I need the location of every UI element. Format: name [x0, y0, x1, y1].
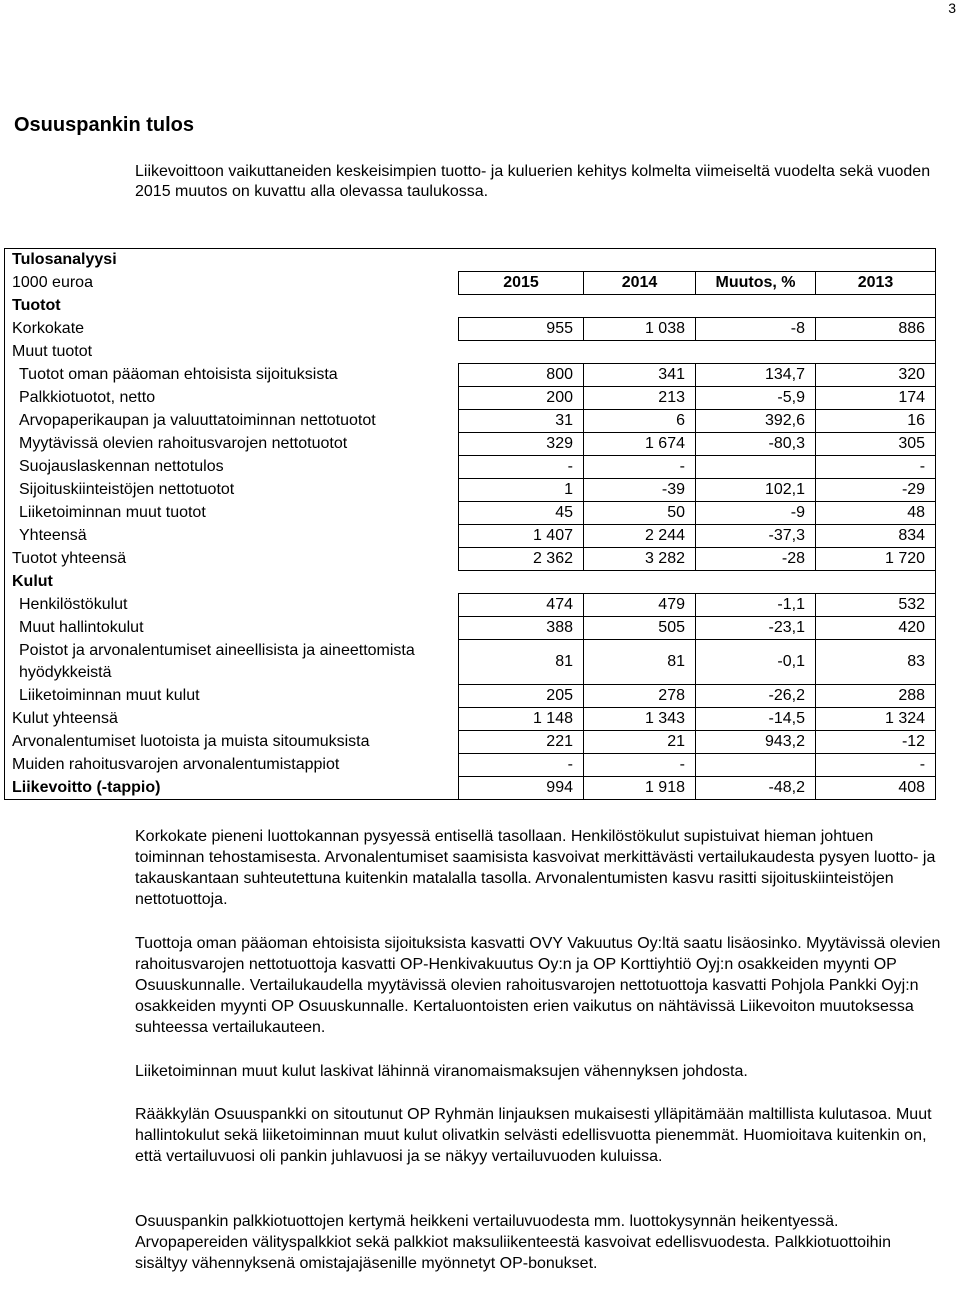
row-label: Liiketoiminnan muut kulut	[19, 687, 200, 704]
cell-value: 955	[459, 318, 584, 341]
cell-value: 81	[459, 640, 584, 685]
paragraph: Tuottoja oman pääoman ehtoisista sijoituksista kasvatti OVY Vakuutus Oy:ltä saatu lisäosinko. Myytävissä olevien rahoitusvarojen nettotuottoja kasvatti OP-Henkivakuutus Oy:n ja OP Korttiyhtiö Oyj:n osakkeiden myynti OP Osuuskunnalle. Vertailukaudella myytävissä olevien rahoitusvarojen nettotuottoja kasvatti Pohjola Pankki Oyj:n osakkeiden myynti OP Osuuskunnalle. Kertaluontoisten erien vaikutus on nähtävissä Liikevoiton muutoksessa suhteessa vertailukauteen.	[135, 935, 941, 1036]
table-row	[5, 571, 936, 594]
cell-value: 31	[459, 410, 584, 433]
cell-value: -	[459, 456, 584, 479]
table-row	[5, 341, 936, 364]
cell-value: -1,1	[696, 594, 816, 617]
row-label: Suojauslaskennan nettotulos	[19, 458, 224, 475]
cell-value: 994	[459, 777, 584, 800]
cell-value: -37,3	[696, 525, 816, 548]
row-label: Sijoituskiinteistöjen nettotuotot	[19, 481, 235, 498]
results-table	[4, 248, 936, 800]
cell-value: -48,2	[696, 777, 816, 800]
paragraph: Rääkkylän Osuuspankki on sitoutunut OP Ryhmän linjauksen mukaisesti ylläpitämään maltillista kulutasoa. Muut hallintokulut sekä liiketoiminnan muut kulut olivatkin selvästi edellisvuotta pienemmät. Huomioitava kuitenkin on, että vertailuvuosi oli pankin juhlavuosi ja se näkyy vertailuvuoden kuluissa.	[135, 1106, 932, 1165]
row-label: Liikevoitto (-tappio)	[12, 778, 161, 796]
cell-value: 200	[459, 387, 584, 410]
cell-value: -12	[816, 731, 936, 754]
row-label: Muut tuotot	[12, 343, 93, 360]
paragraph: Liiketoiminnan muut kulut laskivat lähinnä viranomaismaksujen vähennyksen johdosta.	[135, 1063, 748, 1080]
cell-value: 392,6	[696, 410, 816, 433]
row-label: Arvopaperikaupan ja valuuttatoiminnan nettotuotot	[19, 412, 376, 429]
table-row	[5, 685, 936, 708]
column-header: 2013	[816, 272, 936, 295]
row-label: Myytävissä olevien rahoitusvarojen nettotuotot	[19, 435, 348, 452]
cell-value: 2 362	[459, 548, 584, 571]
cell-value: 1 343	[584, 708, 696, 731]
row-label: Tuotot oman pääoman ehtoisista sijoituksista	[19, 366, 338, 383]
cell-value: -	[584, 754, 696, 777]
row-label: Yhteensä	[19, 527, 87, 544]
cell-value: 943,2	[696, 731, 816, 754]
cell-value: 221	[459, 731, 584, 754]
row-label: Arvonalentumiset luotoista ja muista sitoumuksista	[12, 733, 370, 750]
cell-value: 48	[816, 502, 936, 525]
table-row	[5, 594, 936, 617]
table-row	[5, 456, 936, 479]
row-label: Korkokate	[12, 320, 85, 337]
row-label: Poistot ja arvonalentumiset aineellisista ja aineettomista hyödykkeistä	[19, 642, 415, 681]
cell-value: -	[459, 754, 584, 777]
page-number: 3	[948, 0, 956, 16]
table-row	[5, 295, 936, 318]
cell-value: 886	[816, 318, 936, 341]
table-row	[5, 731, 936, 754]
cell-value: -29	[816, 479, 936, 502]
cell-value: 134,7	[696, 364, 816, 387]
cell-value: 305	[816, 433, 936, 456]
cell-value: 213	[584, 387, 696, 410]
table-row	[5, 754, 936, 777]
table-row	[5, 433, 936, 456]
row-label: Muiden rahoitusvarojen arvonalentumistappiot	[12, 756, 340, 773]
cell-value: 81	[584, 640, 696, 685]
table-row	[5, 548, 936, 571]
row-label: Palkkiotuotot, netto	[19, 389, 156, 406]
cell-value: 1 324	[816, 708, 936, 731]
paragraph: Korkokate pieneni luottokannan pysyessä entisellä tasollaan. Henkilöstökulut supistuivat hieman johtuen toiminnan tehostamisesta. Arvonalentumiset saamisista kasvoivat merkittävästi vertailukaudesta pysyen luotto- ja takauskantaan suhteutettuna kuitenkin matalalla tasolla. Arvonalentumisten kasvu rasitti sijoituskiinteistöjen nettotuottoja.	[135, 828, 936, 908]
table-row	[5, 640, 936, 685]
table-heading: Tulosanalyysi	[12, 251, 117, 268]
cell-value: -	[584, 456, 696, 479]
cell-value: -5,9	[696, 387, 816, 410]
table-row	[5, 318, 936, 341]
table-row	[5, 364, 936, 387]
row-label: Liiketoiminnan muut tuotot	[19, 504, 206, 521]
intro-text: Liikevoittoon vaikuttaneiden keskeisimpien tuotto- ja kuluerien kehitys kolmelta viimeiseltä vuodelta sekä vuoden 2015 muutos on kuvattu alla olevassa taulukossa.	[135, 163, 931, 200]
cell-value: -	[816, 754, 936, 777]
table-row	[5, 410, 936, 433]
cell-value: 16	[816, 410, 936, 433]
cell-value: 102,1	[696, 479, 816, 502]
cell-value: 278	[584, 685, 696, 708]
cell-value: 6	[584, 410, 696, 433]
cell-value: -9	[696, 502, 816, 525]
cell-value: 408	[816, 777, 936, 800]
cell-value: 2 244	[584, 525, 696, 548]
cell-value: 834	[816, 525, 936, 548]
cell-value: 3 282	[584, 548, 696, 571]
table-row	[5, 525, 936, 548]
row-label: Henkilöstökulut	[19, 596, 128, 613]
cell-value: -8	[696, 318, 816, 341]
cell-value: 320	[816, 364, 936, 387]
cell-value: -14,5	[696, 708, 816, 731]
cell-value: 1 407	[459, 525, 584, 548]
table-row	[5, 502, 936, 525]
cell-value	[696, 754, 816, 777]
cell-value: 21	[584, 731, 696, 754]
table-row	[5, 479, 936, 502]
cell-value: 388	[459, 617, 584, 640]
cell-value: 420	[816, 617, 936, 640]
table-row	[5, 387, 936, 410]
paragraph: Osuuspankin palkkiotuottojen kertymä heikkeni vertailuvuodesta mm. luottokysynnän heikentyessä. Arvopapereiden välityspalkkiot sekä palkkiot maksuliikenteestä kasvoivat edellisvuodesta. Palkkiotuottoihin sisältyy vähennyksenä omistajajäsenille myönnetyt OP-bonukset.	[135, 1213, 891, 1272]
row-label: Muut hallintokulut	[19, 619, 144, 636]
cell-value: -39	[584, 479, 696, 502]
cell-value: -0,1	[696, 640, 816, 685]
cell-value: 1	[459, 479, 584, 502]
cell-value: 288	[816, 685, 936, 708]
cell-value: 800	[459, 364, 584, 387]
cell-value: -80,3	[696, 433, 816, 456]
cell-value: 1 038	[584, 318, 696, 341]
cell-value: 341	[584, 364, 696, 387]
cell-value: 532	[816, 594, 936, 617]
cell-value: 479	[584, 594, 696, 617]
cell-value: 45	[459, 502, 584, 525]
cell-value: 205	[459, 685, 584, 708]
cell-value: 1 148	[459, 708, 584, 731]
cell-value: -28	[696, 548, 816, 571]
cell-value: 174	[816, 387, 936, 410]
column-header: 2014	[584, 272, 696, 295]
cell-value: 83	[816, 640, 936, 685]
cell-value	[696, 456, 816, 479]
table-row	[5, 777, 936, 800]
cell-value: -26,2	[696, 685, 816, 708]
cell-value: -23,1	[696, 617, 816, 640]
column-header: 2015	[459, 272, 584, 295]
row-label: Tuotot yhteensä	[12, 550, 127, 567]
cell-value: 50	[584, 502, 696, 525]
cell-value: 329	[459, 433, 584, 456]
column-header: Muutos, %	[696, 272, 816, 295]
cell-value: -	[816, 456, 936, 479]
cell-value: 505	[584, 617, 696, 640]
cell-value: 1 674	[584, 433, 696, 456]
unit-label: 1000 euroa	[12, 274, 93, 291]
cell-value: 1 918	[584, 777, 696, 800]
table-row	[5, 708, 936, 731]
cell-value: 1 720	[816, 548, 936, 571]
cell-value: 474	[459, 594, 584, 617]
row-label: Tuotot	[12, 297, 61, 314]
row-label: Kulut yhteensä	[12, 710, 118, 727]
page-title: Osuuspankin tulos	[14, 114, 195, 136]
row-label: Kulut	[12, 573, 53, 590]
table-row	[5, 617, 936, 640]
